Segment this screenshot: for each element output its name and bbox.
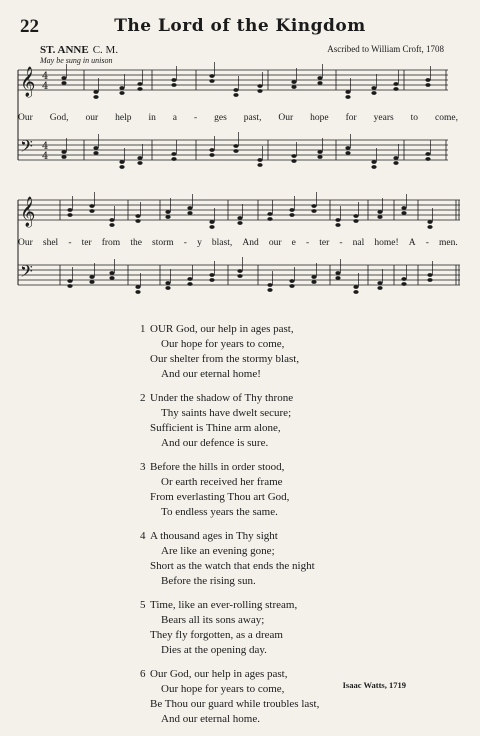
note-head (425, 152, 430, 156)
verse-line-text: Thy saints have dwelt secure; (161, 407, 292, 419)
note-head (89, 204, 94, 208)
note-head (93, 151, 98, 155)
note-head (89, 275, 94, 279)
lyric-syllable: our (268, 238, 282, 248)
lyric-syllable: nal (352, 238, 365, 248)
note-head (311, 280, 316, 284)
note-head (289, 208, 294, 212)
lyric-syllable: hope (310, 113, 329, 123)
note-head (401, 277, 406, 281)
verse-line (140, 490, 460, 505)
note-head (291, 85, 296, 89)
note-head (61, 155, 66, 159)
note-head (67, 208, 72, 212)
note-head (393, 156, 398, 160)
verse-list (140, 322, 460, 736)
bass-clef: 𝄢 (20, 136, 33, 160)
note-head (317, 81, 322, 85)
note-head (135, 290, 140, 294)
note-head (257, 84, 262, 88)
lyric-syllable: the (130, 238, 142, 248)
note-head (317, 155, 322, 159)
note-head (267, 283, 272, 287)
note-head (165, 210, 170, 214)
verse-number: 5 (140, 599, 146, 611)
verse-line-text: OUR God, our help in ages past, (150, 323, 294, 335)
note-head (137, 87, 142, 91)
note-head (267, 212, 272, 216)
note-head (209, 225, 214, 229)
note-head (289, 213, 294, 217)
verse-line-text: Be Thou our guard while troubles last, (150, 698, 320, 710)
verse-line (140, 436, 460, 451)
lyric-syllable: blast, (211, 238, 233, 248)
lyric-syllable: - (68, 238, 72, 248)
note-head (135, 219, 140, 223)
note-head (237, 216, 242, 220)
note-head (119, 86, 124, 90)
verse-1 (140, 322, 460, 382)
note-head (171, 157, 176, 161)
note-head (187, 211, 192, 215)
lyric-line-1 (18, 113, 458, 123)
note-head (291, 154, 296, 158)
note-head (171, 83, 176, 87)
note-head (119, 160, 124, 164)
verse-line (140, 712, 460, 727)
note-head (109, 218, 114, 222)
note-head (291, 80, 296, 84)
verse-3 (140, 460, 460, 520)
lyric-syllable: Our (18, 113, 33, 123)
verse-line (140, 406, 460, 421)
note-head (165, 286, 170, 290)
verse-line (140, 337, 460, 352)
note-head (209, 278, 214, 282)
verse-line (140, 367, 460, 382)
lyric-syllable: to (410, 113, 419, 123)
verse-line (140, 544, 460, 559)
verse-line-text: Dies at the opening day. (161, 644, 267, 656)
time-sig-bottom: 4 (42, 81, 49, 92)
lyric-syllable: years (373, 113, 394, 123)
treble-clef: 𝄞 (20, 197, 36, 227)
verse-2 (140, 391, 460, 451)
verse-line (140, 559, 460, 574)
verse-line (140, 460, 460, 475)
note-head (371, 86, 376, 90)
note-head (67, 284, 72, 288)
note-head (233, 144, 238, 148)
verse-line (140, 574, 460, 589)
verse-line-text: Or earth received her frame (161, 476, 283, 488)
composer-attribution: Ascribed to William Croft, 1708 (327, 44, 444, 54)
lyric-syllable: A (408, 238, 416, 248)
verse-line-text: And our defence is sure. (161, 437, 269, 449)
notes (61, 62, 432, 294)
section-title: The Lord of the Kingdom (114, 16, 366, 36)
performance-instruction: May be sung in unison (40, 56, 113, 65)
note-head (187, 206, 192, 210)
note-head (393, 161, 398, 165)
verse-number: 2 (140, 392, 146, 404)
note-head (237, 269, 242, 273)
note-head (187, 282, 192, 286)
lyric-syllable: help (115, 113, 132, 123)
note-head (425, 78, 430, 82)
lyric-syllable: past, (243, 113, 262, 123)
verse-number: 4 (140, 530, 146, 542)
note-head (257, 158, 262, 162)
note-head (311, 204, 316, 208)
note-head (267, 288, 272, 292)
time-sig-bottom: 4 (42, 151, 49, 162)
verse-line-text: And our eternal home. (161, 713, 260, 725)
note-head (233, 88, 238, 92)
note-head (89, 280, 94, 284)
verse-line-text: Under the shadow of Thy throne (150, 392, 294, 404)
verse-line (140, 667, 460, 682)
note-head (345, 95, 350, 99)
verse-line (140, 529, 460, 544)
note-head (61, 81, 66, 85)
page-number: 22 (20, 16, 39, 37)
note-head (427, 220, 432, 224)
note-head (335, 218, 340, 222)
verse-line-text: They fly forgotten, as a dream (150, 629, 283, 641)
tune-meter: C. M. (92, 44, 119, 56)
staves (18, 66, 460, 285)
note-head (209, 148, 214, 152)
verse-line (140, 475, 460, 490)
lyric-syllable: from (101, 238, 121, 248)
note-head (317, 76, 322, 80)
verse-line-text: Sufficient is Thine arm alone, (150, 422, 281, 434)
verse-line (140, 697, 460, 712)
note-head (165, 215, 170, 219)
note-head (209, 79, 214, 83)
note-head (209, 220, 214, 224)
lyric-syllable: men. (439, 238, 458, 248)
note-head (393, 87, 398, 91)
note-head (345, 146, 350, 150)
note-head (257, 163, 262, 167)
tune-name-text: ST. ANNE (40, 44, 89, 56)
time-sig-top: 4 (42, 71, 49, 82)
verse-line-text: A thousand ages in Thy sight (150, 530, 278, 542)
lyric-syllable: And (242, 238, 259, 248)
lyric-syllable: in (148, 113, 156, 123)
lyric-syllable: ter (319, 238, 330, 248)
note-head (345, 90, 350, 94)
verse-5 (140, 598, 460, 658)
lyric-syllable: y (197, 238, 202, 248)
text-author: Isaac Watts, 1719 (342, 680, 406, 690)
lyric-syllable: - (193, 113, 198, 123)
verse-number: 1 (140, 323, 146, 335)
note-head (233, 149, 238, 153)
note-head (425, 157, 430, 161)
note-head (371, 91, 376, 95)
note-head (209, 153, 214, 157)
note-head (61, 150, 66, 154)
lyric-syllable: our (85, 113, 99, 123)
verse-line-text: To endless years the same. (161, 506, 278, 518)
verse-number: 6 (140, 668, 146, 680)
verse-line (140, 598, 460, 613)
bass-clef: 𝄢 (20, 261, 33, 285)
verse-line-text: Our God, our help in ages past, (150, 668, 288, 680)
note-head (135, 285, 140, 289)
note-head (257, 89, 262, 93)
lyric-syllable: for (345, 113, 357, 123)
music-score (0, 0, 480, 300)
note-head (67, 213, 72, 217)
verse-6 (140, 667, 460, 727)
verse-line-text: Before the hills in order stood, (150, 461, 285, 473)
treble-clef: 𝄞 (20, 67, 36, 97)
note-head (109, 276, 114, 280)
note-head (425, 83, 430, 87)
note-head (209, 74, 214, 78)
note-head (135, 214, 140, 218)
note-head (371, 165, 376, 169)
note-head (137, 82, 142, 86)
verse-line-text: Time, like an ever-rolling stream, (150, 599, 298, 611)
time-sig-top: 4 (42, 141, 49, 152)
lyric-syllable: shel (42, 238, 59, 248)
note-head (311, 275, 316, 279)
lyric-syllable: Our (278, 113, 294, 123)
lyric-syllable: come, (435, 113, 458, 123)
lyric-syllable: home! (374, 238, 399, 248)
verse-line-text: Our hope for years to come, (161, 683, 285, 695)
note-head (67, 279, 72, 283)
verse-line-text: Are like an evening gone; (161, 545, 275, 557)
note-head (335, 223, 340, 227)
verse-line-text: From everlasting Thou art God, (150, 491, 290, 503)
note-head (353, 290, 358, 294)
note-head (401, 206, 406, 210)
note-head (335, 271, 340, 275)
lyric-syllable: storm (152, 238, 174, 248)
verse-number: 3 (140, 461, 146, 473)
lyric-syllable: a (172, 113, 178, 123)
note-head (89, 209, 94, 213)
verse-line-text: And our eternal home! (161, 368, 261, 380)
verse-line (140, 505, 460, 520)
lyric-syllable: God, (49, 113, 69, 123)
note-head (109, 223, 114, 227)
verse-line-text: Short as the watch that ends the night (150, 560, 315, 572)
note-head (209, 273, 214, 277)
lyric-syllable: - (183, 238, 187, 248)
lyric-syllable: - (305, 238, 310, 248)
note-head (267, 217, 272, 221)
note-head (237, 221, 242, 225)
note-head (317, 150, 322, 154)
note-head (393, 82, 398, 86)
verse-line (140, 682, 460, 697)
note-head (109, 271, 114, 275)
verse-line (140, 643, 460, 658)
note-head (119, 91, 124, 95)
note-head (171, 78, 176, 82)
note-head (377, 210, 382, 214)
verse-4 (140, 529, 460, 589)
note-head (237, 274, 242, 278)
lyric-syllable: ter (81, 238, 92, 248)
note-head (291, 159, 296, 163)
note-head (345, 151, 350, 155)
note-head (377, 286, 382, 290)
lyric-syllable: - (425, 238, 429, 248)
note-head (371, 160, 376, 164)
note-head (377, 281, 382, 285)
verse-line (140, 322, 460, 337)
verse-line (140, 628, 460, 643)
note-head (311, 209, 316, 213)
note-head (427, 273, 432, 277)
lyric-syllable: ges (214, 113, 227, 123)
lyric-line-2 (18, 238, 458, 248)
note-head (377, 215, 382, 219)
verse-line-text: Our hope for years to come, (161, 338, 285, 350)
verse-line-text: Our shelter from the stormy blast, (150, 353, 300, 365)
note-head (171, 152, 176, 156)
note-head (119, 165, 124, 169)
note-head (335, 276, 340, 280)
verse-line-text: Bears all its sons away; (161, 614, 265, 626)
verse-line (140, 391, 460, 406)
verse-line (140, 352, 460, 367)
note-head (233, 93, 238, 97)
lyric-syllable: Our (18, 238, 33, 248)
note-head (61, 76, 66, 80)
verse-line-text: Before the rising sun. (161, 575, 256, 587)
lyric-syllable: e (291, 238, 296, 248)
note-head (93, 146, 98, 150)
note-head (187, 277, 192, 281)
verse-line (140, 421, 460, 436)
note-head (165, 281, 170, 285)
note-head (427, 225, 432, 229)
note-head (137, 156, 142, 160)
note-head (401, 282, 406, 286)
note-head (289, 279, 294, 283)
note-head (427, 278, 432, 282)
note-head (93, 95, 98, 99)
verse-line (140, 613, 460, 628)
note-head (289, 284, 294, 288)
lyric-syllable: - (339, 238, 343, 248)
note-head (93, 90, 98, 94)
note-head (353, 219, 358, 223)
note-head (353, 285, 358, 289)
note-head (401, 211, 406, 215)
note-head (137, 161, 142, 165)
note-head (353, 214, 358, 218)
